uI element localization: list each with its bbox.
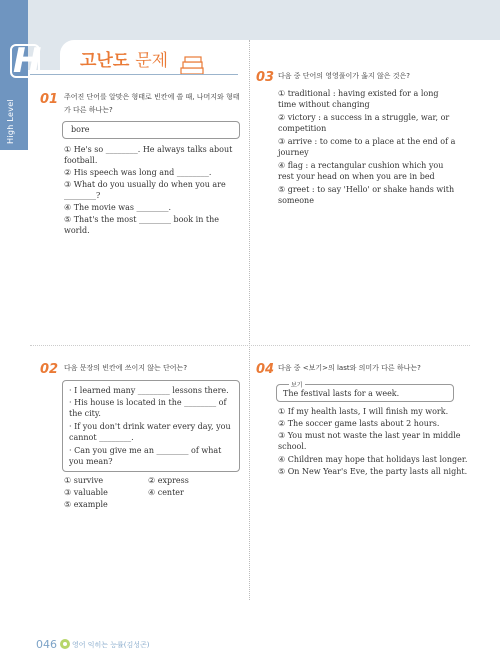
row-divider [30, 345, 470, 346]
q2-option-2: ② express [148, 476, 189, 485]
q1-option-2: ② His speech was long and ________. [64, 168, 212, 177]
q4-option-3: ③ You must not waste the last year in middle school. [278, 431, 461, 451]
q1-option-5: ⑤ That's the most ________ book in the world. [64, 215, 219, 235]
q2-option-3: ③ valuable [64, 488, 108, 497]
column-divider [249, 40, 250, 600]
leaf-icon [58, 637, 72, 651]
title-light: 문제 [135, 51, 169, 71]
page-number: 046 [36, 638, 57, 651]
example-box-4 [276, 384, 454, 402]
sentence-box-2 [62, 380, 240, 472]
level-label: High Level [6, 98, 15, 144]
example-sentence: The festival lasts for a week. [283, 389, 400, 398]
title-bold: 고난도 [80, 51, 130, 71]
q4-option-4: ④ Children may hope that holidays last longer. [278, 455, 468, 464]
q4-option-5: ⑤ On New Year's Eve, the party lasts all night. [278, 467, 468, 476]
question-prompt-2: 다음 문장의 빈칸에 쓰이지 않는 단어는? [64, 364, 188, 372]
level-letter: H [13, 41, 42, 81]
q1-option-4: ④ The movie was ________. [64, 203, 172, 212]
q4-option-1: ① If my health lasts, I will finish my work. [278, 407, 449, 416]
q1-option-1: ① He's so ________. He always talks about football. [64, 145, 233, 165]
question-number-1: 01 [40, 92, 59, 107]
question-number-3: 03 [256, 70, 275, 85]
question-prompt-4: 다음 중 <보기>의 last와 의미가 다른 하나는? [278, 364, 421, 372]
q2-sentence-4: · Can you give me an ________ of what you mean? [69, 446, 222, 466]
word-box-1 [62, 121, 240, 139]
q2-sentence-3: · If you don't drink water every day, you cannot ________. [69, 422, 231, 442]
q2-option-5: ⑤ example [64, 500, 108, 509]
q4-option-2: ② The soccer game lasts about 2 hours. [278, 419, 440, 428]
q3-option-4: ④ flag : a rectangular cushion which you rest your head on when you are in bed [278, 161, 444, 181]
q2-sentence-1: · I learned many ________ lessons there. [69, 386, 229, 395]
given-word: bore [71, 125, 90, 134]
question-prompt-1: 주어진 단어를 알맞은 형태로 빈칸에 쓸 때, 나머지와 형태가 다른 하나는? [64, 93, 240, 114]
q2-option-1: ① survive [64, 476, 104, 485]
page-title [80, 46, 168, 71]
book-title: 영어 익히는 능률(김성곤) [72, 641, 150, 649]
books-icon [180, 56, 204, 76]
q2-option-4: ④ center [148, 488, 184, 497]
q2-sentence-2: · His house is located in the ________ of the city. [69, 398, 227, 418]
q3-option-1: ① traditional : having existed for a long time without changing [278, 89, 439, 109]
example-tag: 보기 [291, 382, 303, 389]
q3-option-2: ② victory : a success in a struggle, war, or competition [278, 113, 450, 133]
question-number-4: 04 [256, 362, 275, 377]
question-prompt-3: 다음 중 단어의 영영풀이가 옳지 않은 것은? [278, 72, 411, 80]
q3-option-5: ⑤ greet : to say 'Hello' or shake hands with someone [278, 185, 455, 205]
q1-option-3: ③ What do you usually do when you are ________? [64, 180, 226, 200]
title-rule [30, 74, 238, 75]
question-number-2: 02 [40, 362, 59, 377]
q3-option-3: ③ arrive : to come to a place at the end of a journey [278, 137, 456, 157]
